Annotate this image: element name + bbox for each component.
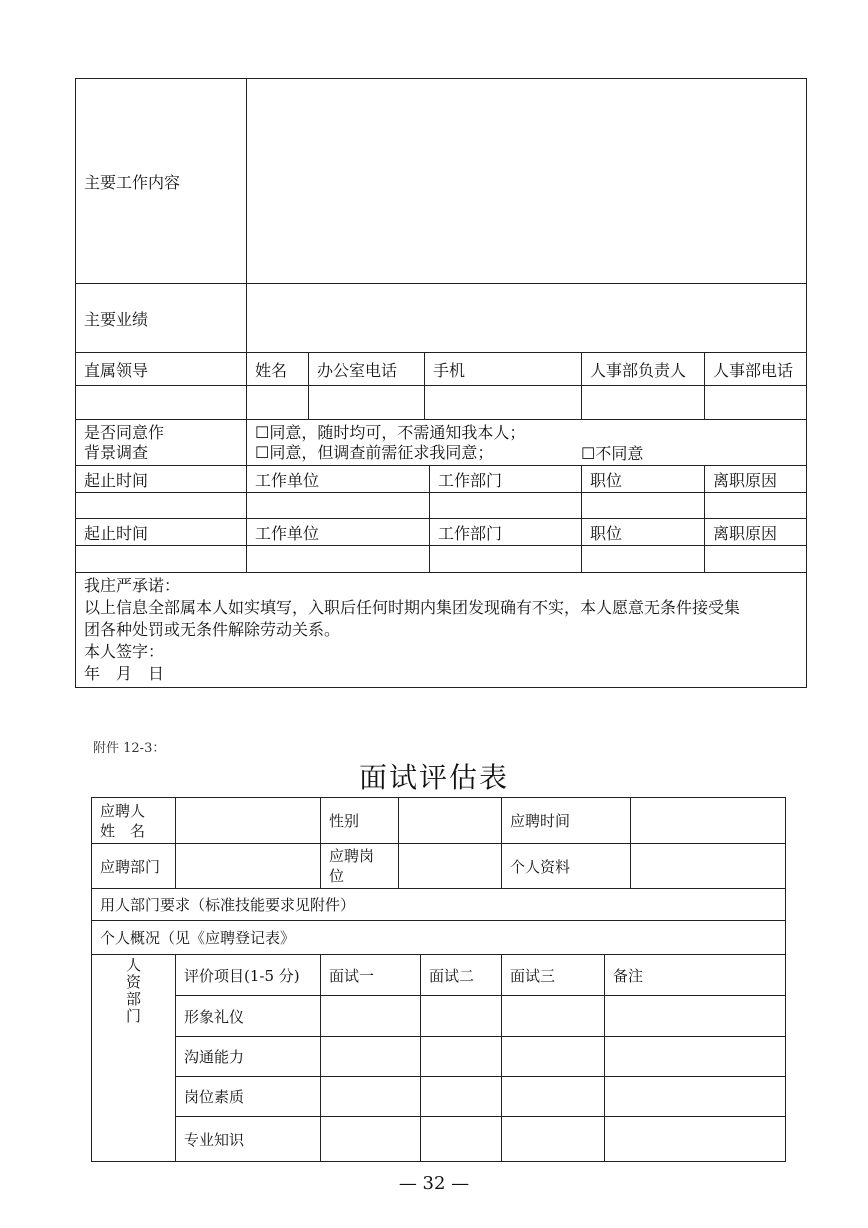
period-field[interactable] (76, 493, 247, 519)
attachment-label: 附件 12-3： (93, 741, 166, 756)
background-check-options[interactable] (247, 420, 807, 466)
apply-time-field[interactable] (631, 798, 786, 844)
department-label-2: 工作部门 (430, 519, 582, 546)
page-number: — 32 — (398, 1173, 470, 1194)
gender-field[interactable] (399, 798, 502, 844)
hr-phone-field[interactable] (705, 386, 807, 420)
interview-3-header: 面试三 (502, 955, 605, 996)
office-phone-field[interactable] (309, 386, 425, 420)
department-field[interactable] (430, 493, 582, 519)
department-field-2[interactable] (430, 546, 582, 573)
background-check-label: 是否同意作 背景调查 (76, 420, 247, 466)
mobile-label: 手机 (425, 353, 582, 386)
bg-option-disagree[interactable]: ☐不同意 (581, 444, 644, 463)
eval-item-appearance: 形象礼仪 (176, 996, 321, 1037)
position-field-2[interactable] (582, 546, 705, 573)
interview-1-header: 面试一 (321, 955, 421, 996)
pledge-heading: 我庄严承诺： (84, 576, 181, 595)
personal-overview-row: 个人概况（见《应聘登记表》 (92, 921, 786, 955)
employer-label: 工作单位 (247, 466, 430, 493)
achievement-label: 主要业绩 (76, 284, 247, 353)
leader-name-field[interactable] (247, 386, 309, 420)
eval-item-communication: 沟通能力 (176, 1037, 321, 1077)
position-label: 职位 (582, 466, 705, 493)
pledge-text-cont: 团各种处罚或无条件解除劳动关系。 (84, 620, 341, 639)
page-title: 面试评估表 (358, 761, 509, 794)
gender-label: 性别 (321, 798, 399, 844)
bg-option-agree-with-consent[interactable]: ☐同意，但调查前需征求我同意； (255, 442, 494, 462)
employer-label-2: 工作单位 (247, 519, 430, 546)
date-label: 年 月 日 (84, 664, 165, 683)
period-label: 起止时间 (76, 466, 247, 493)
interview-evaluation-form (91, 797, 786, 1162)
pledge-section (76, 573, 807, 688)
leave-reason-field-2[interactable] (705, 546, 807, 573)
personal-info-label: 个人资料 (502, 844, 631, 889)
score-cell[interactable] (321, 1117, 421, 1162)
employment-history-form (75, 78, 807, 688)
interview-2-header: 面试二 (421, 955, 502, 996)
achievement-field[interactable] (247, 284, 807, 353)
remark-cell[interactable] (605, 1077, 786, 1117)
eval-item-header: 评价项目(1-5 分) (176, 955, 321, 996)
main-work-label: 主要工作内容 (76, 79, 247, 284)
score-cell[interactable] (321, 1077, 421, 1117)
score-cell[interactable] (321, 996, 421, 1037)
score-cell[interactable] (321, 1037, 421, 1077)
apply-post-field[interactable] (399, 844, 502, 889)
apply-dept-field[interactable] (176, 844, 321, 889)
score-cell[interactable] (421, 1037, 502, 1077)
signature-label: 本人签字： (84, 642, 165, 661)
eval-item-post-quality: 岗位素质 (176, 1077, 321, 1117)
apply-time-label: 应聘时间 (502, 798, 631, 844)
leave-reason-label-2: 离职原因 (705, 519, 807, 546)
score-cell[interactable] (502, 1037, 605, 1077)
leave-reason-label: 离职原因 (705, 466, 807, 493)
score-cell[interactable] (502, 1117, 605, 1162)
score-cell[interactable] (421, 1117, 502, 1162)
position-label-2: 职位 (582, 519, 705, 546)
remark-cell[interactable] (605, 996, 786, 1037)
score-cell[interactable] (421, 1077, 502, 1117)
remark-cell[interactable] (605, 1117, 786, 1162)
hr-manager-label: 人事部负责人 (582, 353, 705, 386)
score-cell[interactable] (502, 1077, 605, 1117)
direct-leader-label: 直属领导 (76, 353, 247, 386)
mobile-field[interactable] (425, 386, 582, 420)
position-field[interactable] (582, 493, 705, 519)
score-cell[interactable] (421, 996, 502, 1037)
score-cell[interactable] (502, 996, 605, 1037)
employer-field-2[interactable] (247, 546, 430, 573)
hr-phone-label: 人事部电话 (705, 353, 807, 386)
main-work-field[interactable] (247, 79, 807, 284)
apply-post-label: 应聘岗 位 (321, 844, 399, 889)
pledge-text: 以上信息全部属本人如实填写，入职后任何时期内集团发现确有不实，本人愿意无条件接受集 (84, 598, 741, 617)
employer-field[interactable] (247, 493, 430, 519)
hr-manager-field[interactable] (582, 386, 705, 420)
applicant-name-field[interactable] (176, 798, 321, 844)
dept-requirement-row: 用人部门要求（标准技能要求见附件） (92, 889, 786, 921)
direct-leader-field[interactable] (76, 386, 247, 420)
remark-cell[interactable] (605, 1037, 786, 1077)
period-field-2[interactable] (76, 546, 247, 573)
leave-reason-field[interactable] (705, 493, 807, 519)
applicant-name-label: 应聘人 姓 名 (92, 798, 176, 844)
apply-dept-label: 应聘部门 (92, 844, 176, 889)
remarks-header: 备注 (605, 955, 786, 996)
hr-dept-label: 人 资 部 门 (92, 955, 176, 1162)
department-label: 工作部门 (430, 466, 582, 493)
bg-option-agree-anytime[interactable]: ☐同意，随时均可，不需通知我本人； (255, 422, 526, 442)
name-label: 姓名 (247, 353, 309, 386)
eval-item-expertise: 专业知识 (176, 1117, 321, 1162)
period-label-2: 起止时间 (76, 519, 247, 546)
personal-info-field[interactable] (631, 844, 786, 889)
office-phone-label: 办公室电话 (309, 353, 425, 386)
